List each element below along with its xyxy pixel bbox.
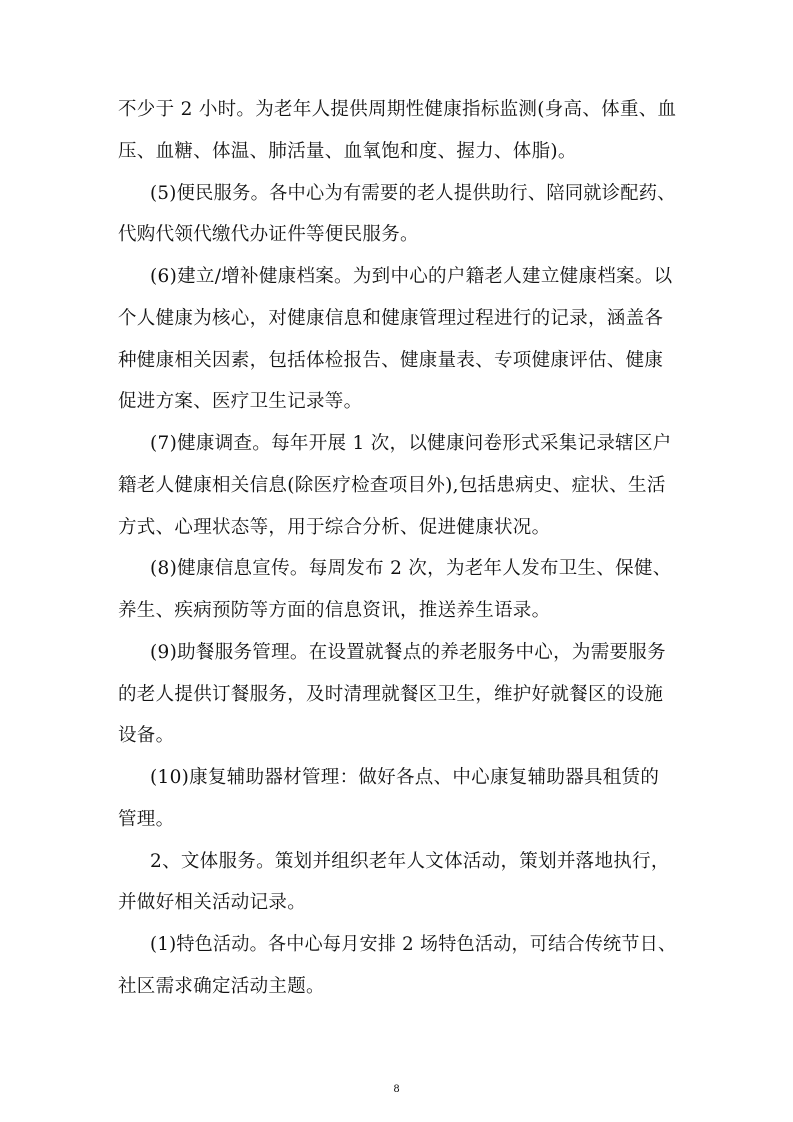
text-line-13: 养生、疾病预防等方面的信息资讯，推送养生语录。 [118,600,551,621]
text-line-16: 设备。 [118,725,175,746]
text-line-6: 个人健康为核心，对健康信息和健康管理过程进行的记录，涵盖各 [118,308,664,329]
text-line-17: (10)康复辅助器材管理：做好各点、中心康复辅助器具租赁的 [150,767,660,788]
text-line-12: (8)健康信息宣传。每周发布 2 次，为老年人发布卫生、保健、 [150,558,672,579]
text-line-22: 社区需求确定活动主题。 [118,976,325,997]
text-line-19: 2、文体服务。策划并组织老年人文体活动，策划并落地执行， [150,851,670,872]
page-number: 8 [393,1084,400,1095]
text-line-14: (9)助餐服务管理。在设置就餐点的养老服务中心，为需要服务 [150,642,666,663]
text-line-20: 并做好相关活动记录。 [118,892,307,913]
text-line-5: (6)建立/增补健康档案。为到中心的户籍老人建立健康档案。以 [150,266,673,287]
text-line-2: 压、血糖、体温、肺活量、血氧饱和度、握力、体脂)。 [118,141,577,162]
text-line-21: (1)特色活动。各中心每月安排 2 场特色活动，可结合传统节日、 [150,934,677,955]
text-line-3: (5)便民服务。各中心为有需要的老人提供助行、陪同就诊配药、 [150,183,676,204]
text-line-10: 籍老人健康相关信息(除医疗检查项目外),包括患病史、症状、生活 [118,475,666,496]
text-line-4: 代购代领代缴代办证件等便民服务。 [118,224,419,245]
text-line-7: 种健康相关因素，包括体检报告、健康量表、专项健康评估、健康 [118,350,664,371]
text-line-9: (7)健康调查。每年开展 1 次，以健康问卷形式采集记录辖区户 [150,433,672,454]
text-line-1: 不少于 2 小时。为老年人提供周期性健康指标监测(身高、体重、血 [118,99,677,120]
text-line-8: 促进方案、医疗卫生记录等。 [118,391,363,412]
text-line-18: 管理。 [118,809,175,830]
text-line-11: 方式、心理状态等，用于综合分析、促进健康状况。 [118,517,551,538]
text-line-15: 的老人提供订餐服务，及时清理就餐区卫生，维护好就餐区的设施 [118,684,664,705]
